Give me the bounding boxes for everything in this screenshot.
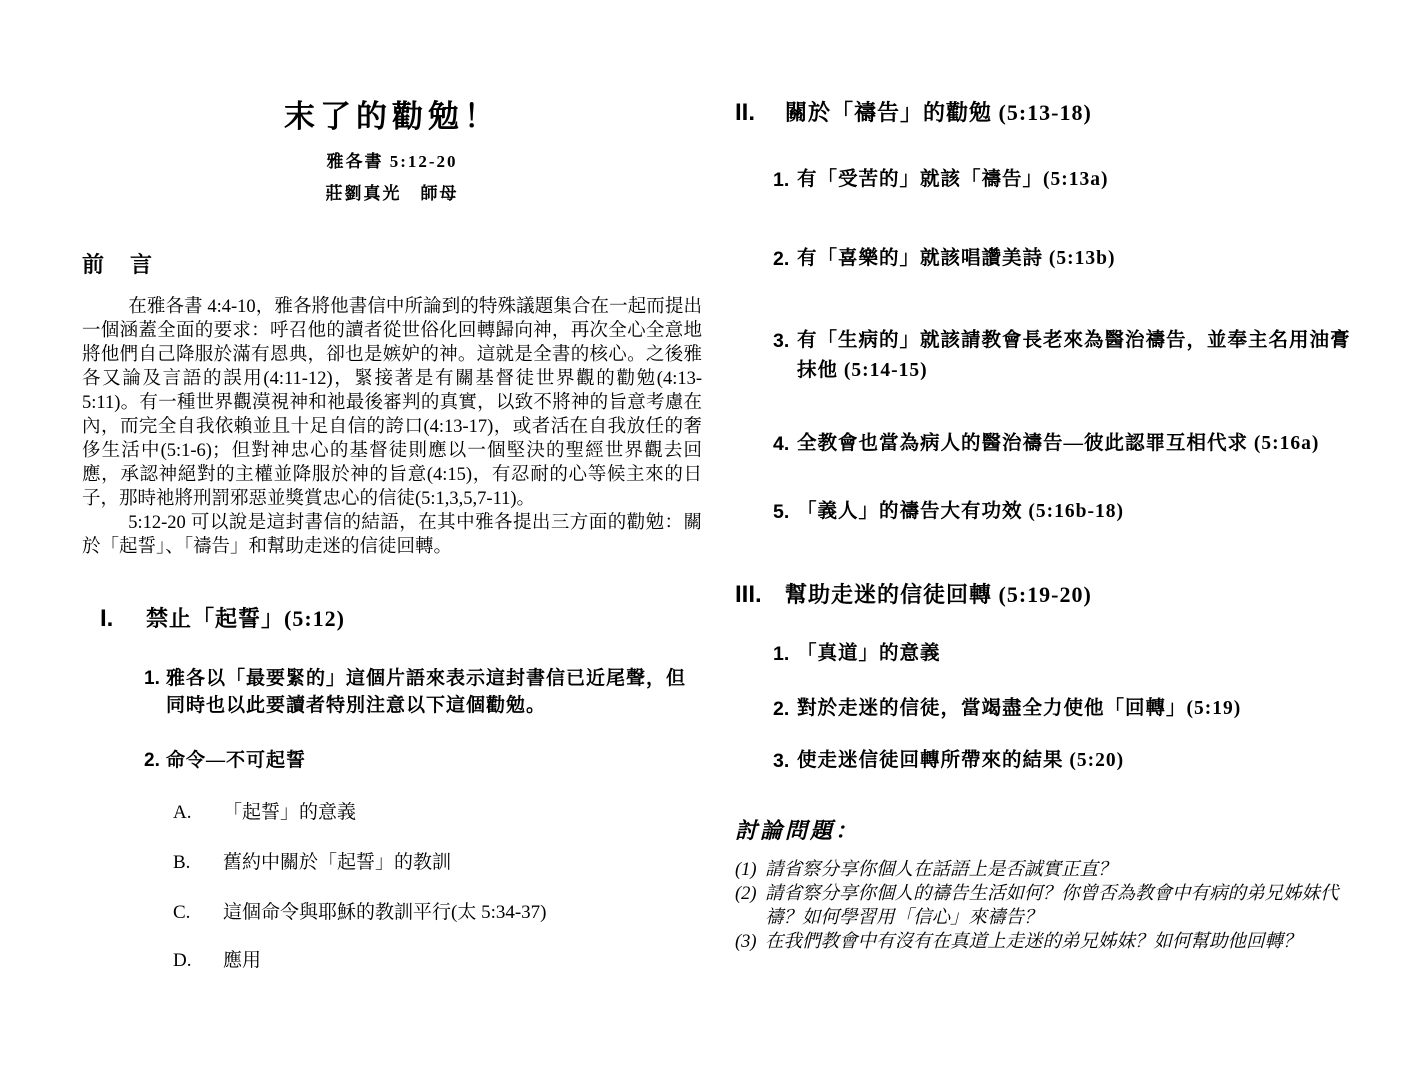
subitem-text: 舊約中關於「起誓」的教訓 [223, 852, 452, 873]
item-text: 命令—不可起誓 [166, 750, 307, 771]
section-1-numeral: I. [100, 605, 114, 632]
subitem-letter: A. [173, 802, 192, 823]
subitem-letter: B. [173, 852, 191, 873]
section-2-heading [735, 96, 1363, 129]
outline-subitem [82, 900, 702, 926]
left-column [82, 0, 702, 974]
discussion-heading: 討論問題： [735, 818, 861, 843]
item-text: 全教會也當為病人的醫治禱告—彼此認罪互相代求 (5:16a) [797, 433, 1320, 454]
section-3-heading [735, 578, 1363, 611]
title-block [82, 97, 702, 205]
question-text: 請省察分享你個人的禱告生活如何？你曾否為教會中有病的弟兄姊妹代禱？如何學習用「信心」來禱告？ [765, 884, 1339, 928]
item-text: 有「喜樂的」就該唱讚美詩 (5:13b) [797, 248, 1116, 269]
question-text: 請省察分享你個人在話語上是否誠實正直？ [765, 860, 1117, 880]
section-1-title: 禁止「起誓」(5:12) [146, 606, 345, 631]
outline-item [735, 244, 1363, 274]
item-text: 「義人」的禱告大有功效 (5:16b-18) [797, 501, 1124, 522]
author-name: 莊劉真光 師母 [325, 184, 459, 203]
outline-item [82, 665, 702, 719]
question-text: 在我們教會中有沒有在真道上走迷的弟兄姊妹？如何幫助他回轉？ [765, 932, 1302, 952]
document-title: 末了的勸勉！ [284, 99, 500, 134]
question-number: (3) [735, 932, 757, 952]
item-text: 雅各以「最要緊的」這個片語來表示這封書信已近尾聲，但同時也以此要讀者特別注意以下這個勸勉。 [166, 668, 687, 716]
preface-paragraph-2: 5:12-20 可以說是這封書信的結語，在其中雅各提出三方面的勸勉：關於「起誓」、「禱告」和幫助走迷的信徒回轉。 [82, 513, 702, 557]
outline-item [735, 429, 1363, 459]
question-number: (1) [735, 860, 757, 880]
outline-item [735, 639, 1363, 669]
item-number: 3. [773, 330, 790, 352]
discussion-question [735, 858, 1363, 882]
item-number: 1. [144, 668, 160, 689]
question-number: (2) [735, 884, 757, 904]
item-number: 4. [773, 433, 790, 455]
outline-subitem [82, 948, 702, 974]
item-number: 1. [773, 169, 790, 191]
scripture-reference: 雅各書 5:12-20 [326, 152, 458, 171]
discussion-question-list [735, 858, 1363, 954]
subitem-text: 「起誓」的意義 [223, 802, 357, 823]
item-text: 有「受苦的」就該「禱告」(5:13a) [797, 169, 1109, 190]
subitem-text: 這個命令與耶穌的教訓平行(太 5:34-37) [223, 902, 547, 923]
subitem-text: 應用 [223, 950, 262, 971]
item-number: 2. [144, 750, 160, 771]
item-number: 5. [773, 501, 790, 523]
subitem-letter: C. [173, 902, 191, 923]
discussion-question [735, 882, 1363, 930]
item-number: 1. [773, 643, 790, 665]
item-number: 3. [773, 750, 790, 772]
section-3-numeral: III. [735, 581, 762, 608]
section-1-heading [82, 603, 702, 634]
outline-item [735, 694, 1363, 724]
outline-item [735, 746, 1363, 776]
outline-subitem [82, 850, 702, 876]
preface-paragraph-1: 在雅各書 4:4-10，雅各將他書信中所論到的特殊議題集合在一起而提出一個涵蓋全面的要求：呼召他的讀者從世俗化回轉歸向神，再次全心全意地將他們自己降服於滿有恩典，卻也是嫉妒的神。這就是全書的核心。之後雅各又論及言語的誤用(4:11-12)，緊接著是有關基督徒世界觀的勸勉(4:13-5:11)。有一種世界觀漠視神和祂最後審判的真實，以致不將神的旨意考慮在內，而完全自我依賴並且十足自信的誇口(4:13-17)，或者活在自我放任的奢侈生活中(5:1-6)；但對神忠心的基督徒則應以一個堅決的聖經世界觀去回應，承認神絕對的主權並降服於神的旨意(4:15)，有忍耐的心等候主來的日子，那時祂將刑罰邪惡並獎賞忠心的信徒(5:1,3,5,7-11)。 [82, 297, 702, 509]
item-text: 「真道」的意義 [797, 643, 941, 664]
outline-item [82, 747, 702, 774]
item-text: 使走迷信徒回轉所帶來的結果 (5:20) [797, 750, 1125, 771]
outline-item [735, 497, 1363, 527]
section-2-numeral: II. [735, 99, 756, 126]
outline-item [735, 165, 1363, 195]
item-text: 有「生病的」就該請教會長老來為醫治禱告，並奉主名用油膏抹他 (5:14-15) [797, 330, 1351, 381]
section-2-title: 關於「禱告」的勸勉 (5:13-18) [785, 100, 1092, 125]
preface-heading: 前 言 [82, 252, 155, 277]
outline-subitem [82, 800, 702, 826]
right-column [735, 0, 1363, 954]
outline-item [735, 326, 1363, 386]
section-3-title: 幫助走迷的信徒回轉 (5:19-20) [785, 582, 1092, 607]
subitem-letter: D. [173, 950, 192, 971]
discussion-question [735, 930, 1363, 954]
item-number: 2. [773, 698, 790, 720]
item-number: 2. [773, 248, 790, 270]
item-text: 對於走迷的信徒，當竭盡全力使他「回轉」(5:19) [797, 698, 1242, 719]
